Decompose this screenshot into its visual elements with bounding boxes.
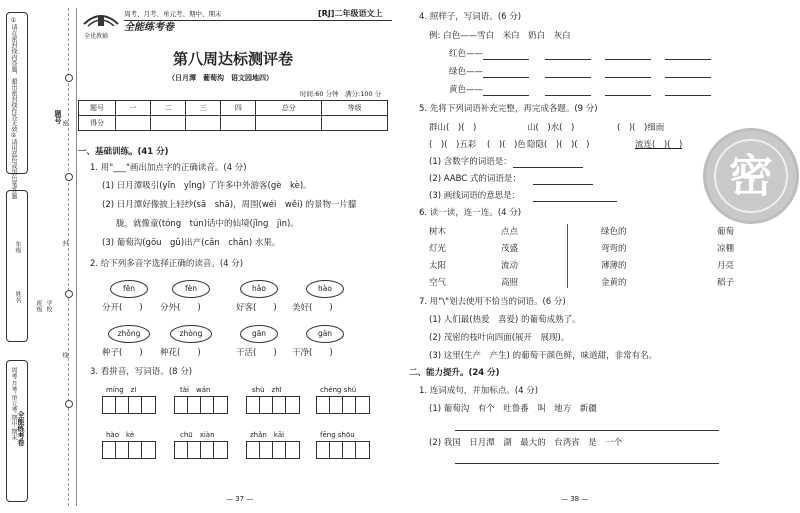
pinyin-oval: zhǒng bbox=[108, 325, 150, 343]
writing-grid[interactable] bbox=[102, 441, 156, 459]
binding-hole bbox=[65, 290, 73, 298]
score-header-cell: 四 bbox=[221, 101, 256, 116]
score-table bbox=[78, 100, 388, 131]
score-cell[interactable] bbox=[116, 116, 151, 131]
polyphone-word[interactable]: 干活( ) bbox=[236, 348, 277, 358]
answer-blank[interactable] bbox=[545, 95, 591, 96]
binding-hole bbox=[65, 400, 73, 408]
pinyin-oval: gān bbox=[240, 325, 278, 343]
pinyin-label: shù zhī bbox=[252, 386, 282, 394]
q1-item: (1) 日月潭吸引(yǐn yǐng) 了许多中外游客(gè kè)。 bbox=[102, 181, 312, 191]
match-word[interactable]: 金黄的 bbox=[601, 278, 627, 288]
q7-stem: 7. 用"\"划去使用不恰当的词语。(6 分) bbox=[419, 297, 566, 307]
match-word[interactable]: 流动 bbox=[501, 261, 519, 271]
match-word[interactable]: 太阳 bbox=[429, 261, 447, 271]
score-cell[interactable] bbox=[151, 116, 186, 131]
pinyin-oval: fèn bbox=[172, 280, 210, 298]
score-row-label: 得分 bbox=[79, 116, 116, 131]
match-word[interactable]: 树木 bbox=[429, 227, 447, 237]
writing-grid[interactable] bbox=[246, 441, 300, 459]
logo-brand: 全优教辅 bbox=[84, 33, 109, 40]
header-rule bbox=[124, 20, 392, 21]
seal-line-char: 密 bbox=[61, 120, 68, 126]
class2-label: 班级 bbox=[35, 300, 42, 312]
polyphone-word[interactable]: 种花( ) bbox=[160, 348, 201, 358]
q4-stem: 4. 照样子，写词语。(6 分) bbox=[419, 12, 522, 22]
score-header-cell: 二 bbox=[151, 101, 186, 116]
logo-icon bbox=[82, 10, 120, 30]
q5-word[interactable]: 流连( )( ) bbox=[635, 140, 683, 150]
score-table-row bbox=[79, 116, 388, 131]
answer-blank[interactable] bbox=[605, 95, 651, 96]
q1-item: (3) 葡萄沟(gōu gǔ)出产(cǎn chǎn) 水果。 bbox=[102, 238, 281, 248]
score-header-cell: 总分 bbox=[256, 101, 322, 116]
score-cell[interactable] bbox=[256, 116, 322, 131]
binding-hole bbox=[65, 173, 73, 181]
q4-row-label: 绿色—— bbox=[449, 67, 484, 77]
match-word[interactable]: 薄薄的 bbox=[601, 261, 627, 271]
writing-grid[interactable] bbox=[316, 441, 370, 459]
page-subtitle: （日月潭 葡萄沟 语文园地四） bbox=[168, 74, 273, 82]
answer-blank[interactable] bbox=[483, 59, 529, 60]
section1-heading: 一、基础训练。(41 分) bbox=[78, 147, 169, 157]
polyphone-word[interactable]: 好客( ) bbox=[236, 303, 277, 313]
sidebar-bottom-text: 周考 月考 单元考 期中 期末 bbox=[10, 367, 17, 441]
match-word[interactable]: 点点 bbox=[501, 227, 519, 237]
pinyin-oval: hǎo bbox=[240, 280, 278, 298]
pinyin-oval: gàn bbox=[306, 325, 344, 343]
q5-word[interactable]: 山( )水( ) bbox=[527, 123, 575, 133]
confidential-seal bbox=[703, 128, 799, 224]
sidebar-bottom-brand: 全能练考卷 bbox=[17, 411, 25, 446]
polyphone-word[interactable]: 分开( ) bbox=[102, 303, 143, 313]
match-word[interactable]: 空气 bbox=[429, 278, 447, 288]
sidebar-brand-box bbox=[6, 360, 28, 502]
score-header-cell: 题号 bbox=[79, 101, 116, 116]
answer-blank[interactable] bbox=[665, 77, 711, 78]
student-info-box bbox=[6, 190, 28, 342]
match-word[interactable]: 葡萄 bbox=[717, 227, 735, 237]
score-header-cell: 一 bbox=[116, 101, 151, 116]
answer-line[interactable] bbox=[455, 463, 719, 464]
q5-word[interactable]: ( )( )五彩 bbox=[429, 140, 477, 150]
pinyin-label: chū xiàn bbox=[180, 431, 215, 439]
q7-item[interactable]: (3) 这里(生产 产生) 的葡萄干颜色鲜，味道甜，非常有名。 bbox=[429, 351, 658, 361]
answer-blank[interactable] bbox=[533, 184, 593, 185]
sidebar-divider bbox=[76, 8, 77, 506]
q1-item: (2) 日月潭好像披上轻纱(sā shā)，周围(wéi wěi) 的景物一片朦 bbox=[102, 200, 357, 210]
match-word[interactable]: 月亮 bbox=[717, 261, 735, 271]
class-label: 年级 bbox=[14, 241, 21, 253]
matching-divider bbox=[567, 224, 568, 288]
score-header-cell: 三 bbox=[186, 101, 221, 116]
q4-example: 例: 白色——雪白 米白 奶白 灰白 bbox=[429, 31, 571, 41]
seal-line-char: 封 bbox=[61, 240, 68, 246]
school-label: 学校 bbox=[45, 300, 52, 312]
q5-sub: (2) AABC 式的词语是： bbox=[429, 174, 521, 184]
score-cell[interactable] bbox=[221, 116, 256, 131]
pinyin-oval: fēn bbox=[110, 280, 148, 298]
writing-grid[interactable] bbox=[174, 396, 228, 414]
match-word[interactable]: 灯光 bbox=[429, 244, 447, 254]
writing-grid[interactable] bbox=[246, 396, 300, 414]
q2-stem: 2. 给下列多音字选择正确的读音。(4 分) bbox=[90, 259, 244, 269]
answer-blank[interactable] bbox=[605, 77, 651, 78]
writing-grid[interactable] bbox=[316, 396, 370, 414]
q5-word[interactable]: ( )( )细雨 bbox=[617, 123, 665, 133]
pinyin-label: tài wán bbox=[180, 386, 211, 394]
s2-q1-stem: 1. 连词成句，并加标点。(4 分) bbox=[419, 386, 539, 396]
answer-blank[interactable] bbox=[545, 77, 591, 78]
page-title: 第八周达标测评卷 bbox=[173, 50, 294, 68]
polyphone-word[interactable]: 种子( ) bbox=[102, 348, 143, 358]
q5-stem: 5. 先将下列词语补充完整，再完成各题。(9 分) bbox=[419, 104, 598, 114]
binding-dotted-line bbox=[68, 8, 69, 506]
q5-word[interactable]: 群山( )( ) bbox=[429, 123, 477, 133]
seal-char: 密 bbox=[714, 139, 788, 213]
pinyin-oval: hào bbox=[306, 280, 344, 298]
sidebar-top-label: 题号 bbox=[54, 110, 62, 124]
answer-blank[interactable] bbox=[665, 59, 711, 60]
match-word[interactable]: 凉棚 bbox=[717, 244, 735, 254]
binding-hole bbox=[65, 74, 73, 82]
q4-row-label: 红色—— bbox=[449, 49, 484, 59]
logo-name: 全能练考卷 bbox=[124, 22, 174, 33]
seal-line-char: 线 bbox=[61, 352, 68, 358]
match-word[interactable]: 茂盛 bbox=[501, 244, 519, 254]
q5-word[interactable]: ( )( )色 bbox=[487, 140, 526, 150]
score-cell[interactable] bbox=[186, 116, 221, 131]
answer-blank[interactable] bbox=[483, 77, 529, 78]
answer-line[interactable] bbox=[455, 430, 719, 431]
match-word[interactable]: 高照 bbox=[501, 278, 519, 288]
polyphone-word[interactable]: 干净( ) bbox=[292, 348, 333, 358]
q4-row-label: 黄色—— bbox=[449, 85, 484, 95]
header-tags: 周考、月考、单元考、期中、期末 bbox=[124, 10, 222, 18]
writing-grid[interactable] bbox=[174, 441, 228, 459]
pinyin-label: zhǎn kāi bbox=[250, 431, 285, 439]
s2-item: (1) 葡萄沟 有个 吐鲁番 叫 地方 新疆 bbox=[429, 404, 597, 414]
q7-item[interactable]: (2) 茂密的枝叶向四面(展开 展现)。 bbox=[429, 333, 570, 343]
header-grade: [RJ]二年级语文上 bbox=[318, 9, 383, 18]
pinyin-label: chéng shú bbox=[320, 386, 357, 394]
page-number: — 38 — bbox=[561, 495, 589, 503]
score-header-cell: 等级 bbox=[322, 101, 388, 116]
match-word[interactable]: 弯弯的 bbox=[601, 244, 627, 254]
polyphone-word[interactable]: 分外( ) bbox=[160, 303, 201, 313]
answer-blank[interactable] bbox=[483, 95, 529, 96]
writing-grid[interactable] bbox=[102, 396, 156, 414]
answer-blank[interactable] bbox=[513, 167, 583, 168]
right-page bbox=[405, 0, 800, 513]
answer-blank[interactable] bbox=[533, 201, 617, 202]
polyphone-word[interactable]: 美好( ) bbox=[292, 303, 333, 313]
name-label: 姓名 bbox=[14, 291, 21, 303]
pinyin-label: hào kè bbox=[106, 431, 135, 439]
s2-item: (2) 我国 日月潭 湖 最大的 台湾省 是 一个 bbox=[429, 438, 623, 448]
pinyin-label: fēng shōu bbox=[320, 431, 355, 439]
q3-stem: 3. 看拼音，写词语。(8 分) bbox=[90, 367, 193, 377]
q1-stem: 1. 用"___"画出加点字的正确读音。(4 分) bbox=[90, 163, 247, 173]
q5-word[interactable]: 隐隐( )( )( ) bbox=[527, 140, 590, 150]
score-table-header-row bbox=[79, 101, 388, 116]
pinyin-oval: zhòng bbox=[170, 325, 212, 343]
instructions-text: ①请在密封线内答题，超出密封线作答无效②请用蓝色或黑色笔答题 bbox=[10, 17, 17, 199]
page-number: — 37 — bbox=[226, 495, 254, 503]
q1-item: 胧，就像童(tóng tún)话中的仙境(jǐng jìn)。 bbox=[116, 219, 299, 229]
q5-sub: (1) 含数字的词语是： bbox=[429, 157, 512, 167]
q5-sub: (3) 画线词语的意思是： bbox=[429, 191, 521, 201]
q7-item[interactable]: (1) 人们最(热爱 喜爱) 的葡萄成熟了。 bbox=[429, 315, 581, 325]
score-cell[interactable] bbox=[322, 116, 388, 131]
pinyin-label: míng zi bbox=[106, 386, 137, 394]
answer-blank[interactable] bbox=[665, 95, 711, 96]
section2-heading: 二、能力提升。(24 分) bbox=[409, 368, 500, 378]
answer-blank[interactable] bbox=[545, 59, 591, 60]
match-word[interactable]: 绿色的 bbox=[601, 227, 627, 237]
q6-stem: 6. 读一读，连一连。(4 分) bbox=[419, 208, 522, 218]
instructions-box bbox=[6, 12, 28, 199]
answer-blank[interactable] bbox=[605, 59, 651, 60]
match-word[interactable]: 稻子 bbox=[717, 278, 735, 288]
exam-time: 时间:60 分钟 满分:100 分 bbox=[300, 90, 382, 98]
